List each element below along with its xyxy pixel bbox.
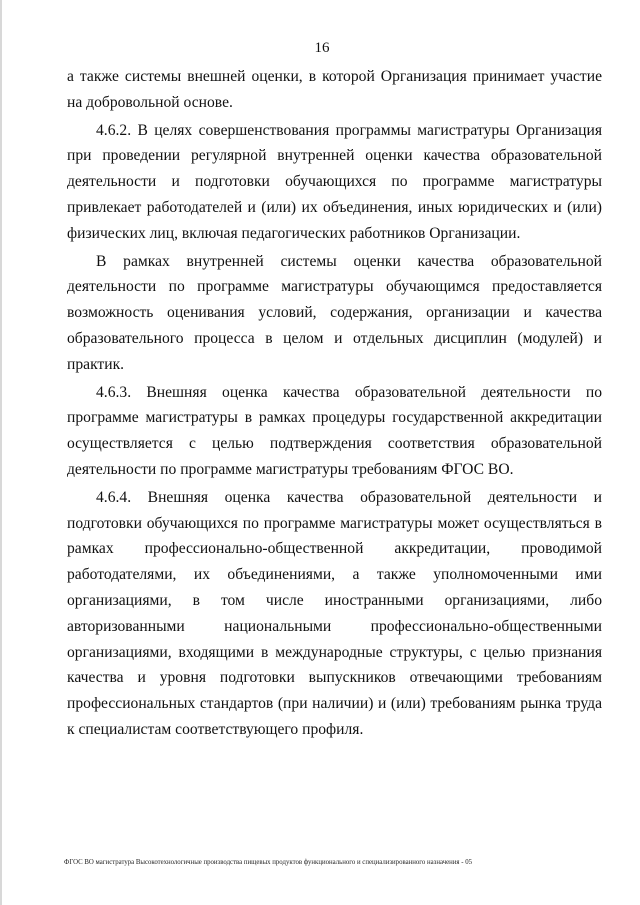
page-number: 16: [314, 40, 330, 56]
page-footer: ФГОС ВО магистратура Высокотехнологичные производства пищевых продуктов функционального и специализированного назначения - 05: [64, 859, 473, 866]
paragraph-continuation: а также системы внешней оценки, в которой Организация принимает участие на добровольной основе.: [67, 68, 602, 111]
paragraph-4-6-2: 4.6.2. В целях совершенствования программы магистратуры Организация при проведении регулярной внутренней оценки качества образовательной деятельности и подготовки обучающихся по программе магистратуры привлекает работодателей и (или) их объединения, иных юридических и (или) физических лиц, включая педагогических работников Организации.: [67, 121, 602, 242]
paragraph-4-6-3: 4.6.3. Внешняя оценка качества образовательной деятельности по программе магистратуры в рамках процедуры государственной аккредитации осуществляется с целью подтверждения соответствия образовательной деятельности по программе магистратуры требованиям ФГОС ВО.: [67, 383, 602, 478]
paragraph-internal-assessment: В рамках внутренней системы оценки качества образовательной деятельности по программе магистратуры обучающимся предоставляется возможность оценивания условий, содержания, организации и качества образовательного процесса в целом и отдельных дисциплин (модулей) и практик.: [67, 252, 602, 373]
document-body: [67, 64, 602, 743]
paragraph-4-6-4: 4.6.4. Внешняя оценка качества образовательной деятельности и подготовки обучающихся по программе магистратуры может осуществляться в рамках профессионально-общественной аккредитации, проводимой работодателями, их объединениями, а также уполномоченными ими организациями, в том числе иностранными организациями, либо авторизованными национальными профессионально-общественными организациями, входящими в международные структуры, с целью признания качества и уровня подготовки выпускников отвечающими требованиям профессиональных стандартов (при наличии) и (или) требованиям рынка труда к специалистам соответствующего профиля.: [67, 488, 602, 738]
